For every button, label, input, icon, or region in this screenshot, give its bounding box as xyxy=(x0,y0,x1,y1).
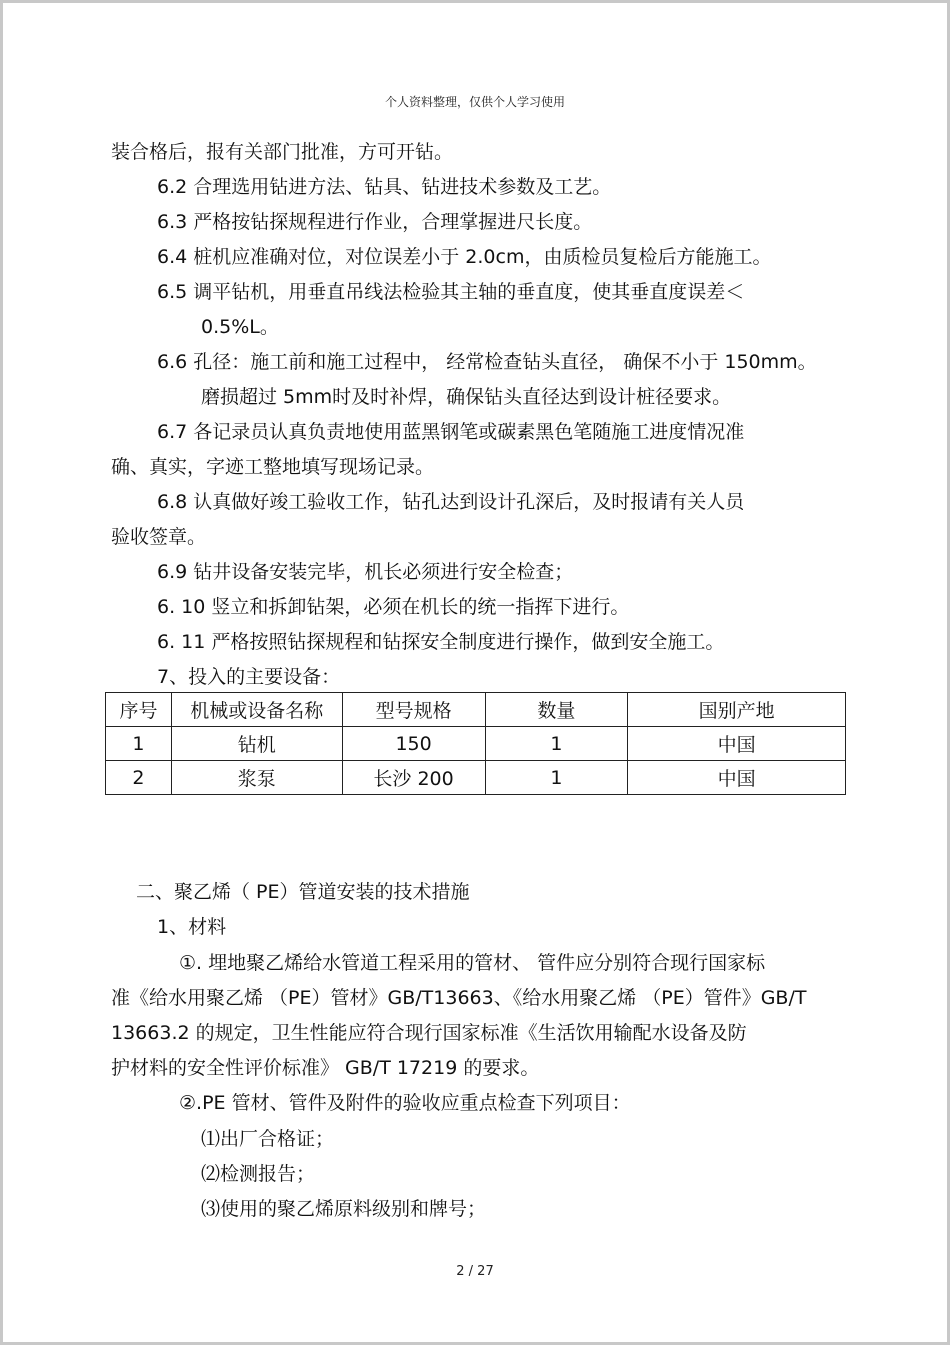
list-item: ⑴出厂合格证； xyxy=(201,1128,335,1150)
text-line: 7、投入的主要设备： xyxy=(157,666,341,688)
list-item: ⑵检测报告； xyxy=(201,1163,316,1185)
table-header-cell: 数量 xyxy=(485,693,628,727)
page-header: 个人资料整理，仅供个人学习使用 xyxy=(384,95,565,109)
table-cell: 钻机 xyxy=(171,727,342,761)
text-line: 6. 10 竖立和拆卸钻架，必须在机长的统一指挥下进行。 xyxy=(157,596,630,618)
subsection-heading: 1、材料 xyxy=(157,916,227,938)
table-cell: 2 xyxy=(106,761,172,795)
table-cell: 浆泵 xyxy=(171,761,342,795)
text-line: 6.8 认真做好竣工验收工作，钻孔达到设计孔深后，及时报请有关人员 xyxy=(157,491,745,513)
text-line: 装合格后，报有关部门批准，方可开钻。 xyxy=(111,141,454,163)
text-line: 6.7 各记录员认真负责地使用蓝黑钢笔或碳素黑色笔随施工进度情况准 xyxy=(157,421,745,443)
table-header-cell: 国别产地 xyxy=(628,693,846,727)
text-line: 验收签章。 xyxy=(111,526,207,548)
document-page xyxy=(3,3,947,1342)
table-cell: 1 xyxy=(106,727,172,761)
table-cell: 150 xyxy=(342,727,485,761)
table-cell: 1 xyxy=(485,727,628,761)
table-cell: 中国 xyxy=(628,761,846,795)
text-line: 6.2 合理选用钻进方法、钻具、钻进技术参数及工艺。 xyxy=(157,176,612,198)
table-cell: 1 xyxy=(485,761,628,795)
table-cell: 中国 xyxy=(628,727,846,761)
text-line: 6. 11 严格按照钻探规程和钻探安全制度进行操作，做到安全施工。 xyxy=(157,631,725,653)
text-line: 磨损超过 5mm时及时补焊，确保钻头直径达到设计桩径要求。 xyxy=(201,386,732,408)
text-line: ②.PE 管材、管件及附件的验收应重点检查下列项目： xyxy=(179,1092,631,1114)
text-line: 6.6 孔径：施工前和施工过程中， 经常检查钻头直径， 确保不小于 150mm。 xyxy=(157,351,817,373)
text-line: 0.5%L。 xyxy=(201,316,279,338)
text-line: 6.3 严格按钻探规程进行作业，合理掌握进尺长度。 xyxy=(157,211,593,233)
text-line: 确、真实，字迹工整地填写现场记录。 xyxy=(111,456,435,478)
text-line: ①. 埋地聚乙烯给水管道工程采用的管材、 管件应分别符合现行国家标 xyxy=(179,952,766,974)
equipment-table xyxy=(105,692,846,795)
section-heading: 二、聚乙烯（ PE）管道安装的技术措施 xyxy=(136,881,470,903)
table-row xyxy=(106,727,846,761)
table-row xyxy=(106,761,846,795)
text-line: 护材料的安全性评价标准》 GB/T 17219 的要求。 xyxy=(111,1057,540,1079)
table-header-row xyxy=(106,693,846,727)
text-line: 6.5 调平钻机，用垂直吊线法检验其主轴的垂直度，使其垂直度误差＜ xyxy=(157,281,745,303)
list-item: ⑶使用的聚乙烯原料级别和牌号； xyxy=(201,1198,487,1220)
page-number: 2 / 27 xyxy=(456,1264,494,1279)
table-header-cell: 序号 xyxy=(106,693,172,727)
text-line: 6.4 桩机应准确对位，对位误差小于 2.0cm，由质检员复检后方能施工。 xyxy=(157,246,772,268)
table-header-cell: 机械或设备名称 xyxy=(171,693,342,727)
table-cell: 长沙 200 xyxy=(342,761,485,795)
text-line: 6.9 钻井设备安装完毕，机长必须进行安全检查； xyxy=(157,561,574,583)
table-header-cell: 型号规格 xyxy=(342,693,485,727)
text-line: 13663.2 的规定，卫生性能应符合现行国家标准《生活饮用输配水设备及防 xyxy=(111,1022,747,1044)
text-line: 准《给水用聚乙烯 （PE）管材》GB/T13663、《给水用聚乙烯 （PE）管件》GB/T xyxy=(111,987,807,1009)
